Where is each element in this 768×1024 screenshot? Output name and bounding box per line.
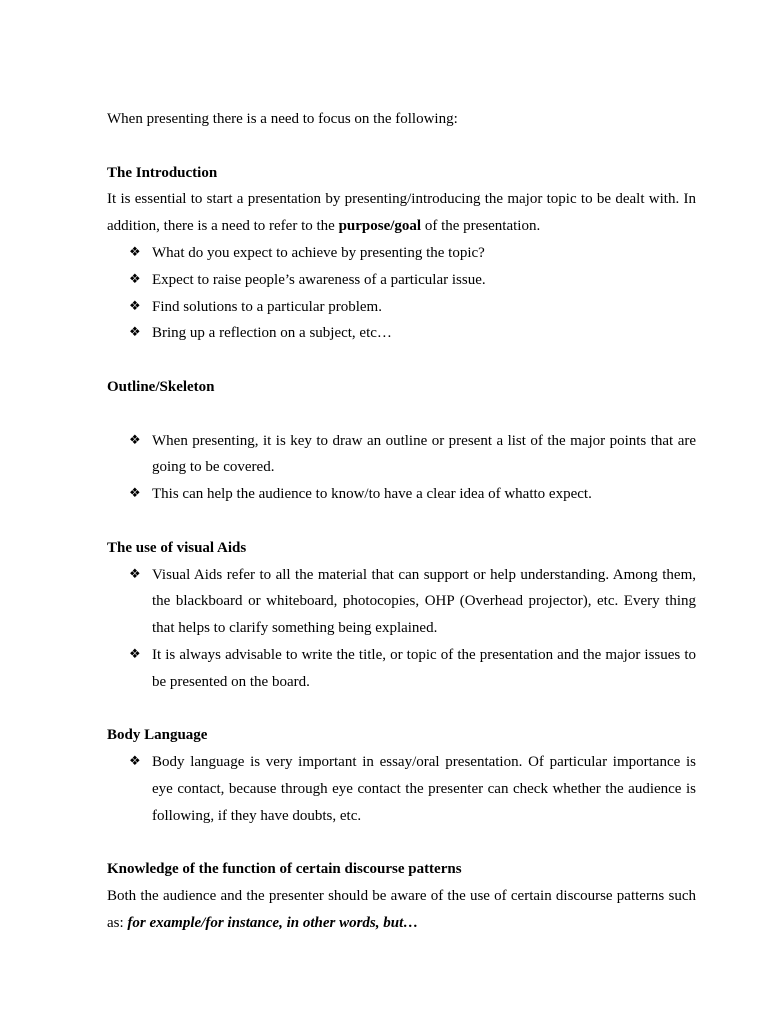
list-item <box>107 562 696 642</box>
list-item-text: This can help the audience to know/to have a clear idea of whatto expect. <box>152 486 592 503</box>
list-item <box>107 481 696 508</box>
heading-discourse-patterns: Knowledge of the function of certain discourse patterns <box>107 861 462 878</box>
document-page <box>107 106 696 937</box>
list-item <box>107 267 696 294</box>
list-item <box>107 240 696 267</box>
diamond-bullet-icon: ❖ <box>129 271 141 287</box>
spacer <box>107 347 696 374</box>
spacer <box>107 133 696 160</box>
diamond-bullet-icon: ❖ <box>129 754 141 770</box>
diamond-bullet-icon: ❖ <box>129 244 141 260</box>
diamond-bullet-icon: ❖ <box>129 646 141 662</box>
introduction-bullet-list <box>107 240 696 347</box>
diamond-bullet-icon: ❖ <box>129 486 141 502</box>
list-item-text: What do you expect to achieve by presenting the topic? <box>152 244 485 261</box>
list-item <box>107 749 696 829</box>
discourse-text: Both the audience and the presenter should be aware of the use of certain discourse patterns such as: <box>107 888 696 931</box>
visual-aids-bullet-list <box>107 562 696 696</box>
list-item-text: Visual Aids refer to all the material that can support or help understanding. Among them, the blackboard or whiteboard, photocopies, OHP (Overhead projector), etc. Every thing that helps to clarify something being explained. <box>152 566 696 637</box>
heading-introduction: The Introduction <box>107 164 218 181</box>
diamond-bullet-icon: ❖ <box>129 432 141 448</box>
discourse-paragraph <box>107 883 696 937</box>
outline-bullet-list <box>107 428 696 508</box>
list-item <box>107 428 696 482</box>
introduction-text-start: It is essential to start a presentation by presenting/introducing the major topic to be dealt with. In addition, there is a need to refer to the <box>107 191 696 235</box>
discourse-examples-emphasis: for example/for instance, in other words, but… <box>127 914 419 931</box>
diamond-bullet-icon: ❖ <box>129 566 141 582</box>
spacer <box>107 401 696 428</box>
introduction-paragraph <box>107 186 696 240</box>
diamond-bullet-icon: ❖ <box>129 325 141 341</box>
heading-outline: Outline/Skeleton <box>107 378 215 395</box>
list-item-text: It is always advisable to write the title, or topic of the presentation and the major issues to be presented on the board. <box>152 646 696 690</box>
spacer <box>107 830 696 857</box>
intro-line: When presenting there is a need to focus on the following: <box>107 111 458 127</box>
list-item-text: Find solutions to a particular problem. <box>152 298 382 315</box>
list-item <box>107 642 696 696</box>
body-language-bullet-list <box>107 749 696 829</box>
introduction-text-end: of the presentation. <box>421 218 541 235</box>
list-item <box>107 320 696 347</box>
purpose-goal-emphasis: purpose/goal <box>338 218 422 235</box>
spacer <box>107 508 696 535</box>
spacer <box>107 696 696 723</box>
heading-visual-aids: The use of visual Aids <box>107 539 247 556</box>
list-item-text: Bring up a reflection on a subject, etc… <box>152 325 392 342</box>
list-item-text: When presenting, it is key to draw an outline or present a list of the major points that are going to be covered. <box>152 432 696 476</box>
heading-body-language: Body Language <box>107 727 208 744</box>
list-item <box>107 294 696 321</box>
list-item-text: Expect to raise people’s awareness of a particular issue. <box>152 271 486 288</box>
list-item-text: Body language is very important in essay/oral presentation. Of particular importance is eye contact, because through eye contact the presenter can check whether the audience is following, if they have doubts, etc. <box>152 754 696 824</box>
diamond-bullet-icon: ❖ <box>129 298 141 314</box>
